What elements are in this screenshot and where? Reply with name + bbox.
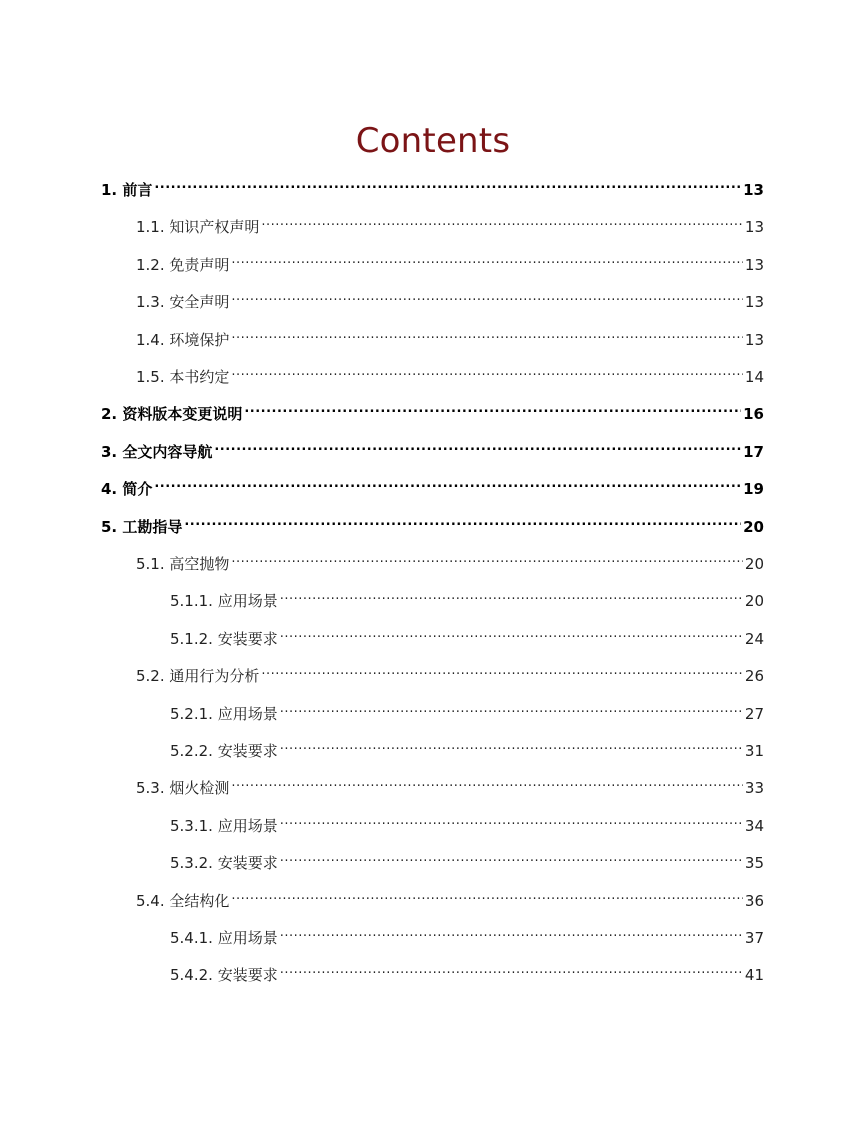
- toc-entry[interactable]: [170, 620, 764, 648]
- toc-dot-leader: [280, 919, 743, 943]
- toc-page-number: 13: [744, 293, 764, 311]
- toc-entry[interactable]: [170, 732, 764, 760]
- toc-dot-leader: [184, 508, 741, 532]
- toc-page-number: 13: [744, 256, 764, 274]
- toc-entry[interactable]: [170, 807, 764, 835]
- toc-dot-leader: [231, 882, 743, 906]
- toc-page-number: 14: [744, 368, 764, 386]
- toc-entry[interactable]: [101, 470, 764, 498]
- toc-entry-title: 4. 简介: [101, 480, 153, 498]
- toc-entry[interactable]: [136, 657, 764, 685]
- toc-page-number: 35: [744, 854, 764, 872]
- toc-page-number: 16: [743, 405, 764, 423]
- toc-page-number: 33: [744, 779, 764, 797]
- toc-dot-leader: [231, 321, 743, 345]
- toc-dot-leader: [214, 433, 741, 457]
- toc-entry-title: 1.2. 免责声明: [136, 256, 230, 274]
- toc-dot-leader: [280, 732, 743, 756]
- toc-dot-leader: [280, 695, 743, 719]
- toc-entry[interactable]: [170, 695, 764, 723]
- toc-entry[interactable]: [170, 919, 764, 947]
- toc-entry[interactable]: [170, 844, 764, 872]
- toc-page-number: 24: [744, 630, 764, 648]
- toc-dot-leader: [154, 171, 741, 195]
- toc-entry-title: 5.2.2. 安装要求: [170, 742, 278, 760]
- toc-dot-leader: [280, 956, 743, 980]
- toc-entry-title: 5.4.1. 应用场景: [170, 929, 278, 947]
- toc-entry[interactable]: [136, 769, 764, 797]
- toc-dot-leader: [231, 545, 743, 569]
- toc-dot-leader: [231, 769, 743, 793]
- toc-entry-title: 5.2.1. 应用场景: [170, 705, 278, 723]
- toc-entry-title: 5.2. 通用行为分析: [136, 667, 260, 685]
- toc-page-number: 27: [744, 705, 764, 723]
- toc-entry[interactable]: [136, 283, 764, 311]
- toc-page-number: 17: [743, 443, 764, 461]
- toc-entry-title: 1.4. 环境保护: [136, 331, 230, 349]
- toc-entry-title: 5.4. 全结构化: [136, 892, 230, 910]
- toc-page-number: 20: [744, 555, 764, 573]
- toc-dot-leader: [154, 470, 741, 494]
- toc-entry-title: 5.1.1. 应用场景: [170, 592, 278, 610]
- toc-dot-leader: [280, 844, 743, 868]
- toc-entry[interactable]: [170, 582, 764, 610]
- toc-dot-leader: [280, 582, 743, 606]
- toc-entry-title: 5.3.1. 应用场景: [170, 817, 278, 835]
- toc-page-number: 20: [744, 592, 764, 610]
- toc-dot-leader: [231, 246, 743, 270]
- toc-entry[interactable]: [136, 321, 764, 349]
- toc-page-number: 26: [744, 667, 764, 685]
- toc-page-number: 13: [743, 181, 764, 199]
- toc-entry-title: 2. 资料版本变更说明: [101, 405, 243, 423]
- toc-entry[interactable]: [101, 171, 764, 199]
- toc-entry[interactable]: [136, 358, 764, 386]
- toc-page-number: 36: [744, 892, 764, 910]
- toc-page-number: 13: [744, 331, 764, 349]
- toc-page-number: 20: [743, 518, 764, 536]
- toc-entry[interactable]: [170, 956, 764, 984]
- toc-page-number: 13: [744, 218, 764, 236]
- toc-entry[interactable]: [136, 246, 764, 274]
- toc-entry-title: 3. 全文内容导航: [101, 443, 213, 461]
- toc-page-number: 34: [744, 817, 764, 835]
- toc-dot-leader: [231, 358, 743, 382]
- toc-entry-title: 5.3. 烟火检测: [136, 779, 230, 797]
- toc-entry-title: 1.1. 知识产权声明: [136, 218, 260, 236]
- toc-page-number: 19: [743, 480, 764, 498]
- toc-entry[interactable]: [101, 395, 764, 423]
- toc-entry-title: 5. 工勘指导: [101, 518, 183, 536]
- toc-dot-leader: [244, 395, 741, 419]
- toc-entry[interactable]: [136, 545, 764, 573]
- toc-entry-title: 1. 前言: [101, 181, 153, 199]
- toc-entry-title: 1.3. 安全声明: [136, 293, 230, 311]
- toc-entry-title: 5.1. 高空抛物: [136, 555, 230, 573]
- toc-entry[interactable]: [101, 508, 764, 536]
- toc-page-number: 31: [744, 742, 764, 760]
- toc-dot-leader: [261, 208, 743, 232]
- toc-dot-leader: [231, 283, 743, 307]
- toc-entry-title: 1.5. 本书约定: [136, 368, 230, 386]
- toc-dot-leader: [280, 807, 743, 831]
- page-title: Contents: [355, 120, 511, 161]
- toc-entry-title: 5.1.2. 安装要求: [170, 630, 278, 648]
- toc-entry[interactable]: [101, 433, 764, 461]
- toc-page-number: 37: [744, 929, 764, 947]
- toc-dot-leader: [280, 620, 743, 644]
- toc-entry-title: 5.4.2. 安装要求: [170, 966, 278, 984]
- toc-entry-title: 5.3.2. 安装要求: [170, 854, 278, 872]
- toc-entry[interactable]: [136, 208, 764, 236]
- toc-dot-leader: [261, 657, 743, 681]
- toc-page-number: 41: [744, 966, 764, 984]
- toc-entry[interactable]: [136, 882, 764, 910]
